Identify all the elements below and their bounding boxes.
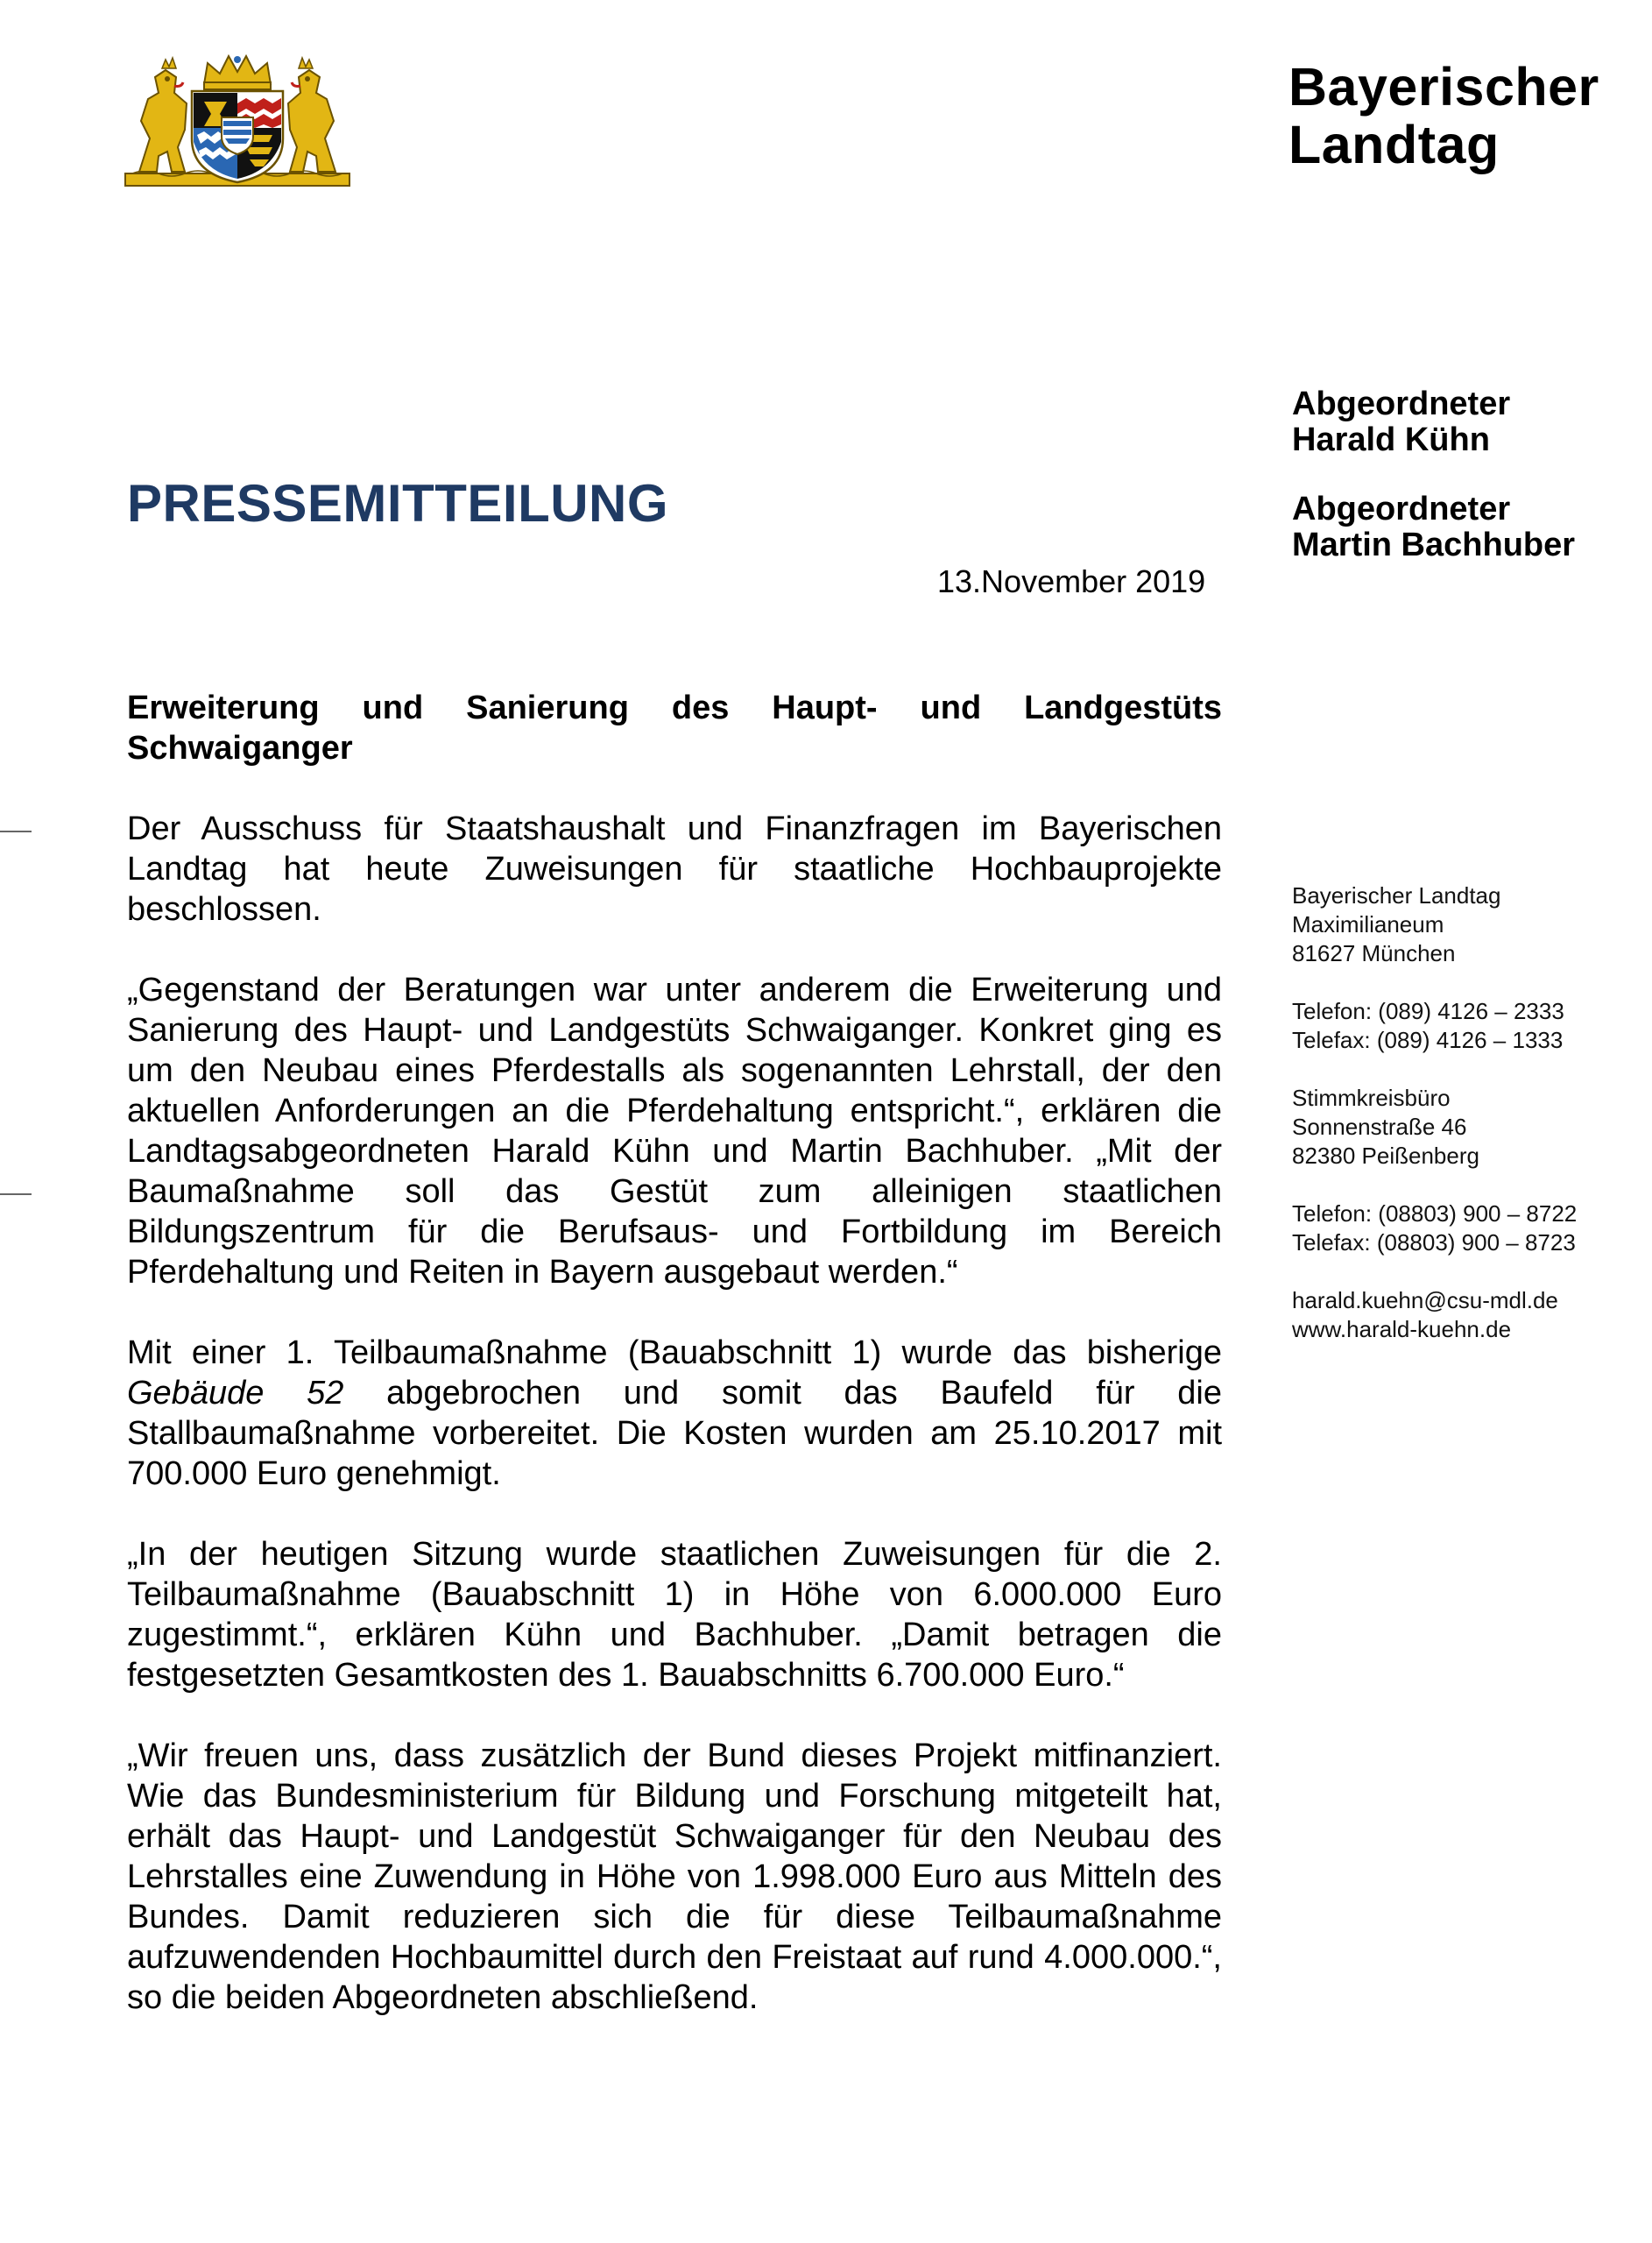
paragraph-1: Der Ausschuss für Staatshaushalt und Finanzfragen im Bayerischen Landtag hat heute Zuweisungen für staatliche Hochbauprojekte beschlossen.: [127, 810, 1222, 928]
fold-mark: [0, 831, 32, 832]
building-name: Gebäude 52: [127, 1375, 344, 1412]
email-link[interactable]: harald.kuehn@csu-mdl.de: [1292, 1287, 1558, 1313]
office-street: Sonnenstraße 46: [1292, 1114, 1467, 1140]
landtag-address: [1292, 881, 1577, 968]
members-block: [1292, 386, 1575, 597]
contact-sidebar: [1292, 881, 1577, 1373]
office-phone-block: [1292, 1199, 1577, 1257]
office-phone: Telefon: (08803) 900 – 8722: [1292, 1200, 1578, 1227]
institution-line-2: Landtag: [1288, 115, 1500, 174]
member-1: [1292, 386, 1575, 458]
fax-number: Telefax: (089) 4126 – 1333: [1292, 1027, 1564, 1053]
paragraph-5: „Wir freuen uns, dass zusätzlich der Bund dieses Projekt mitfinanziert. Wie das Bundesministerium für Bildung und Forschung mitgeteilt hat, erhält das Haupt- und Landgestüt Schwaiganger für den Neubau des Lehrstalles eine Zuwendung in Höhe von 1.998.000 Euro aus Mitteln des Bundes. Damit reduzieren sich die für diese Teilbaumaßnahme aufzuwendenden Hochbaumittel durch den Freistaat auf rund 4.000.000.“, so die beiden Abgeordneten abschließend.: [127, 1737, 1222, 2016]
member-name: Harald Kühn: [1292, 421, 1490, 458]
office-city: 82380 Peißenberg: [1292, 1143, 1479, 1169]
paragraph-4: „In der heutigen Sitzung wurde staatlichen Zuweisungen für die 2. Teilbaumaßnahme (Bauabschnitt 1) in Höhe von 6.000.000 Euro zugestimmt.“, erklären Kühn und Bachhuber. „Damit betragen die festgesetzten Gesamtkosten des 1. Bauabschnitts 6.700.000 Euro.“: [127, 1536, 1222, 1694]
office-address: [1292, 1084, 1577, 1171]
press-body: [127, 688, 1222, 2058]
fold-mark: [0, 1193, 32, 1195]
paragraph-3-start: Mit einer 1. Teilbaumaßnahme (Bauabschnitt 1) wurde das bisherige: [127, 1334, 1222, 1371]
paragraph-3: [127, 1333, 1222, 1494]
release-date: 13.November 2019: [937, 563, 1206, 599]
online-contact: [1292, 1286, 1577, 1344]
paragraph-2: „Gegenstand der Beratungen war unter anderem die Erweiterung und Sanierung des Haupt- und Landgestüts Schwaiganger. Konkret ging es um den Neubau eines Pferdestalls als sogenannten Lehrstall, der den aktuellen Anforderungen an die Pferdehaltung entspricht.“, erklären die Landtagsabgeordneten Harald Kühn und Martin Bachhuber. „Mit der Baumaßnahme soll das Gestüt zum alleinigen staatlichen Bildungszentrum für die Berufsaus- und Fortbildung im Bereich Pferdehaltung und Reiten in Bayern ausgebaut werden.“: [127, 972, 1222, 1291]
institution-line-1: Bayerischer: [1288, 57, 1599, 117]
member-role: Abgeordneter: [1292, 386, 1511, 422]
headline: Erweiterung und Sanierung des Haupt- und Landgestüts Schwaiganger: [127, 690, 1222, 767]
page-title: PRESSEMITTEILUNG: [127, 474, 669, 533]
office-name: Stimmkreisbüro: [1292, 1085, 1451, 1111]
address-name: Bayerischer Landtag: [1292, 882, 1501, 909]
landtag-phone-block: [1292, 997, 1577, 1055]
member-role: Abgeordneter: [1292, 491, 1511, 527]
website-link[interactable]: www.harald-kuehn.de: [1292, 1316, 1512, 1342]
paragraph-3-end: abgebrochen und somit das Baufeld für die Stallbaumaßnahme vorbereitet. Die Kosten wurden am 25.10.2017 mit 700.000 Euro genehmigt.: [127, 1375, 1223, 1492]
phone-number: Telefon: (089) 4126 – 2333: [1292, 998, 1564, 1024]
address-city: 81627 München: [1292, 940, 1456, 966]
office-fax: Telefax: (08803) 900 – 8723: [1292, 1229, 1576, 1256]
address-building: Maximilianeum: [1292, 911, 1444, 938]
member-2: [1292, 492, 1575, 563]
member-name: Martin Bachhuber: [1292, 527, 1576, 563]
institution-name: [1288, 58, 1599, 173]
bavarian-coat-of-arms-icon: [124, 51, 351, 189]
